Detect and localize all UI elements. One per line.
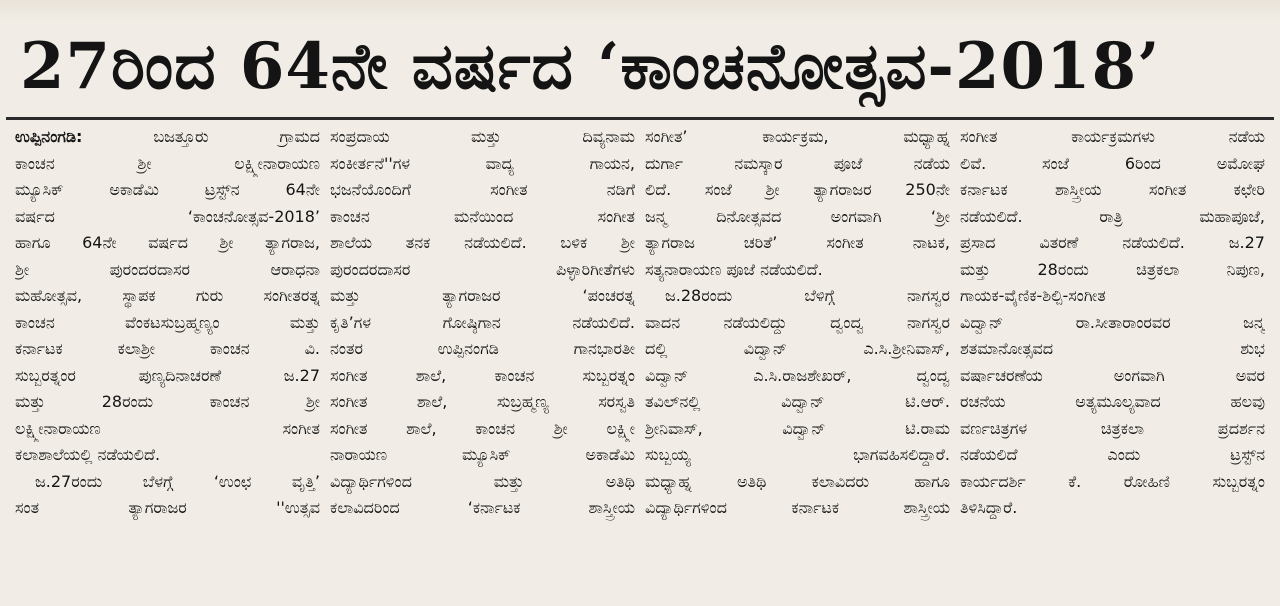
text-line: ಪುರಂದರದಾಸರ ಪಿಳ್ಳಾರಿಗೀತೆಗಳು [330, 259, 635, 279]
text-line: ದಲ್ಲಿ ವಿದ್ವಾನ್ ಎ.ಸಿ.ಶ್ರೀನಿವಾಸ್, [645, 339, 950, 358]
column-2 [325, 124, 640, 602]
text-line: ಮತ್ತು 28ರಂದು ಚಿತ್ರಕಲಾ ನಿಪುಣ, [960, 259, 1265, 279]
text-line: ಗಾಯಕ-ವೈಣಿಕ-ಶಿಲ್ಪಿ-ಸಂಗೀತ [960, 286, 1106, 305]
text-line: ಸಂತ ತ್ಯಾಗರಾಜರ ''ಉತ್ಸವ [15, 498, 320, 517]
text-line: ನಡೆಯಲಿದೆ. ರಾತ್ರಿ ಮಹಾಪೂಜೆ, [960, 206, 1265, 226]
text-line: ಸುಬ್ಬಯ್ಯ ಭಾಗವಹಿಸಲಿದ್ದಾರೆ. [645, 445, 950, 464]
text-line: ವಿದ್ಯಾರ್ಥಿಗಳಿಂದ ಕರ್ನಾಟಕ ಶಾಸ್ತ್ರೀಯ [645, 498, 950, 517]
text-line: ಉಪ್ಪಿನಂಗಡಿ: ಬಜತ್ತೂರು ಗ್ರಾಮದ [15, 127, 320, 146]
text-line: ವರ್ಷದ ‘ಕಾಂಚನೋತ್ಸವ-2018’ [15, 206, 320, 226]
text-line: ಪ್ರಸಾದ ವಿತರಣೆ ನಡೆಯಲಿದೆ. ಜ.27 [960, 233, 1265, 252]
text-line: ತಿಳಿಸಿದ್ದಾರೆ. [960, 498, 1018, 517]
column-4 [955, 124, 1270, 602]
text-line: ಕರ್ನಾಟಕ ಕಲಾಶ್ರೀ ಕಾಂಚನ ವಿ. [15, 339, 320, 358]
text-line: ಸಂಗೀತ ಶಾಲೆ, ಕಾಂಚನ ಶ್ರೀ ಲಕ್ಷ್ಮೀ [330, 418, 635, 438]
text-line: ಸಂಗೀತ ಶಾಲೆ, ಸುಬ್ರಹ್ಮಣ್ಯ ಸರಸ್ವತಿ [330, 392, 635, 411]
article-body [10, 124, 1272, 602]
text-line: ಮಧ್ಯಾಹ್ನ ಅತಿಥಿ ಕಲಾವಿದರು ಹಾಗೂ [645, 471, 950, 491]
text-line: ಜ.28ರಂದು ಬೆಳಿಗ್ಗೆ ನಾಗಸ್ವರ [665, 286, 950, 305]
text-line: ಶ್ರೀ ಪುರಂದರದಾಸರ ಆರಾಧನಾ [15, 259, 320, 279]
text-line: ವರ್ಷಾಚರಣೆಯ ಅಂಗವಾಗಿ ಅವರ [960, 365, 1265, 385]
text-line: ಮಹೋತ್ಸವ, ಸ್ಥಾಪಕ ಗುರು ಸಂಗೀತರತ್ನ [15, 286, 320, 305]
text-line: ನಾರಾಯಣ ಮ್ಯೂಸಿಕ್ ಅಕಾಡೆಮಿ [330, 445, 635, 464]
text-line: ಶತಮಾನೋತ್ಸವದ ಶುಭ [960, 339, 1265, 358]
text-line: ಕಾರ್ಯದರ್ಶಿ ಕೆ. ರೋಹಿಣಿ ಸುಬ್ಬರತ್ನಂ [960, 471, 1265, 491]
text-line: ಕಾಂಚನ ಶ್ರೀ ಲಕ್ಷ್ಮೀನಾರಾಯಣ [15, 153, 320, 173]
text-line: ಸಂಕೀರ್ತನೆ''ಗಳ ವಾದ್ಯ ಗಾಯನ, [330, 153, 635, 173]
text-line: ಜನ್ಮ ದಿನೋತ್ಸವದ ಅಂಗವಾಗಿ ‘ಶ್ರೀ [645, 206, 950, 226]
text-line: ಸಂಗೀತ’ ಕಾರ್ಯಕ್ರಮ, ಮಧ್ಯಾಹ್ನ [645, 127, 950, 146]
text-line: ಸುಬ್ಬರತ್ನಂರ ಪುಣ್ಯದಿನಾಚರಣೆ ಜ.27 [15, 365, 320, 385]
text-line: ಸತ್ಯನಾರಾಯಣ ಪೂಜೆ ನಡೆಯಲಿದೆ. [645, 259, 823, 279]
text-line: ನಡೆಯಲಿದೆ ಎಂದು ಟ್ರಸ್ಟ್‌ನ [960, 445, 1265, 464]
text-line: ಕಾಂಚನ ವೆಂಕಟಸುಬ್ರಹ್ಮಣ್ಯಂ ಮತ್ತು [15, 312, 320, 332]
text-line: ಮತ್ತು 28ರಂದು ಕಾಂಚನ ಶ್ರೀ [15, 392, 320, 411]
text-line: ಸಂಪ್ರದಾಯ ಮತ್ತು ದಿವ್ಯನಾಮ [330, 127, 635, 146]
text-line: ಕೃತಿ’ಗಳ ಗೋಷ್ಠಿಗಾನ ನಡೆಯಲಿದೆ. [330, 312, 635, 332]
text-line: ಶಾಲೆಯ ತನಕ ನಡೆಯಲಿದೆ. ಬಳಿಕ ಶ್ರೀ [330, 233, 635, 252]
text-line: ಸಂಗೀತ ಕಾರ್ಯಕ್ರಮಗಳು ನಡೆಯ [960, 127, 1265, 146]
text-line: ವಿದ್ಯಾರ್ಥಿಗಳಿಂದ ಮತ್ತು ಅತಿಥಿ [330, 471, 635, 491]
text-line: ವಿದ್ವಾನ್ ಎ.ಸಿ.ರಾಜಶೇಖರ್, ದ್ವಂದ್ವ [645, 365, 950, 385]
text-line: ತವಿಲ್‌ನಲ್ಲಿ ವಿದ್ವಾನ್ ಟಿ.ಆರ್. [645, 392, 950, 411]
column-1 [10, 124, 325, 602]
text-line: ಮ್ಯೂಸಿಕ್ ಅಕಾಡೆಮಿ ಟ್ರಸ್ಟ್‌ನ 64ನೇ [15, 180, 320, 199]
text-line: ಲಿದೆ. ಸಂಜೆ ಶ್ರೀ ತ್ಯಾಗರಾಜರ 250ನೇ [645, 180, 950, 199]
text-line: ತ್ಯಾಗರಾಜ ಚರಿತೆ’ ಸಂಗೀತ ನಾಟಕ, [645, 233, 950, 252]
text-line: ರಚನೆಯ ಅತ್ಯಮೂಲ್ಯವಾದ ಹಲವು [960, 392, 1265, 411]
text-line: ಜ.27ರಂದು ಬೆಳಗ್ಗೆ ‘ಉಂಛ ವೃತ್ತಿ’ [35, 471, 320, 491]
text-line: ಶ್ರೀನಿವಾಸ್, ವಿದ್ವಾನ್ ಟಿ.ರಾಮ [645, 418, 950, 438]
text-line: ಕರ್ನಾಟಕ ಶಾಸ್ತ್ರೀಯ ಸಂಗೀತ ಕಛೇರಿ [960, 180, 1265, 199]
text-line: ಮತ್ತು ತ್ಯಾಗರಾಜರ ‘ಪಂಚರತ್ನ [330, 286, 635, 305]
text-line: ವಿದ್ವಾನ್ ರಾ.ಸೀತಾರಾಂರವರ ಜನ್ಮ [960, 312, 1265, 332]
text-line: ನಂತರ ಉಪ್ಪಿನಂಗಡಿ ಗಾನಭಾರತೀ [330, 339, 635, 358]
text-line: ಕಲಾವಿದರಿಂದ ‘ಕರ್ನಾಟಕ ಶಾಸ್ತ್ರೀಯ [330, 498, 635, 517]
headline-rule [6, 117, 1274, 120]
text-line: ಕಾಂಚನ ಮನೆಯಿಂದ ಸಂಗೀತ [330, 206, 635, 226]
text-line: ಲಿವೆ. ಸಂಜೆ 6ರಿಂದ ಅಮೋಘ [960, 153, 1265, 173]
text-line: ದುರ್ಗಾ ನಮಸ್ಕಾರ ಪೂಜೆ ನಡೆಯ [645, 153, 950, 173]
text-line: ಭಜನೆಯೊಂದಿಗೆ ಸಂಗೀತ ನಡಿಗೆ [330, 180, 635, 199]
text-line: ಸಂಗೀತ ಶಾಲೆ, ಕಾಂಚನ ಸುಬ್ಬರತ್ನಂ [330, 365, 635, 385]
page-top-strip [0, 0, 1280, 22]
text-line: ಹಾಗೂ 64ನೇ ವರ್ಷದ ಶ್ರೀ ತ್ಯಾಗರಾಜ, [15, 233, 320, 252]
dateline: ಉಪ್ಪಿನಂಗಡಿ: [15, 127, 83, 146]
text-line: ಲಕ್ಷ್ಮೀನಾರಾಯಣ ಸಂಗೀತ [15, 418, 320, 438]
text-line: ಕಲಾಶಾಲೆಯಲ್ಲಿ ನಡೆಯಲಿದೆ. [15, 445, 161, 464]
text-line: ವಾದನ ನಡೆಯಲಿದ್ದು ದ್ವಂದ್ವ ನಾಗಸ್ವರ [645, 312, 950, 332]
text-line: ವರ್ಣಚಿತ್ರಗಳ ಚಿತ್ರಕಲಾ ಪ್ರದರ್ಶನ [960, 418, 1265, 438]
headline: 27ರಿಂದ 64ನೇ ವರ್ಷದ ‘ಕಾಂಚನೋತ್ಸವ-2018’ [20, 29, 1161, 104]
column-3 [640, 124, 955, 602]
